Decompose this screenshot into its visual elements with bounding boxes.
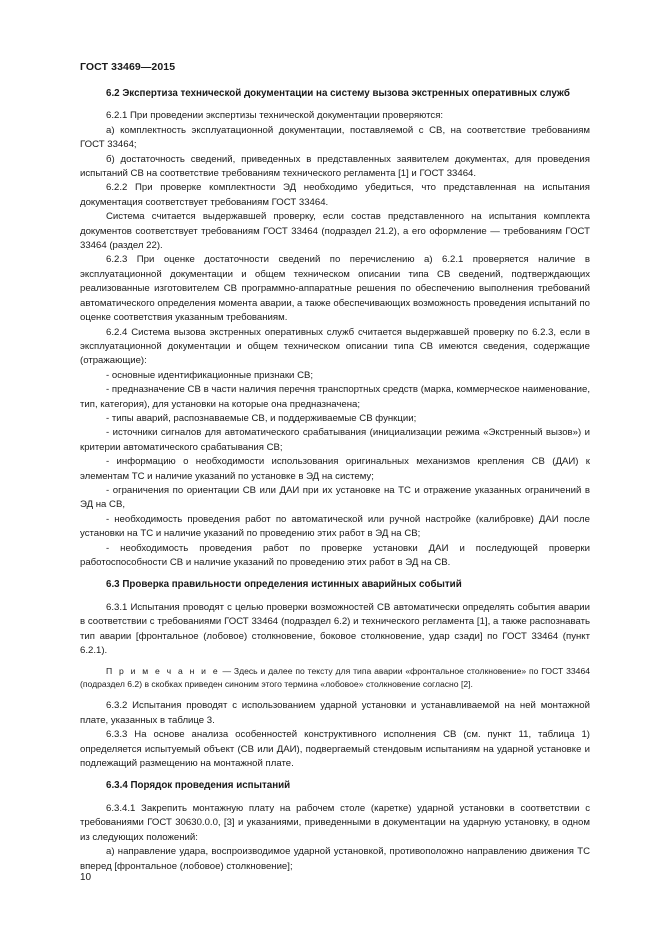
paragraph-6-2-1: 6.2.1 При проведении экспертизы технической документации проверяются: [106,110,444,122]
list-item: - источники сигналов для автоматического срабатывания (инициализации режима «Экстренный вызов») и критерии автоматического срабатывания СВ; [80,427,590,453]
note-label: П р и м е ч а н и е [106,666,220,677]
note [80,665,590,691]
list-item: - информацию о необходимости использования оригинальных механизмов крепления СВ (ДАИ) к элементам ТС и наличие указаний по установке в ЭД на систему; [80,456,590,482]
paragraph-6-2-3: 6.2.3 При оценке достаточности сведений по перечислению а) 6.2.1 проверяется наличие в эксплуатационной документации и общем техническом описании типа СВ сведений, подтверждающих реализованные изготовителем СВ программно-аппаратные решения по обеспечению выполнения требований автоматического определения момента аварии, а также обеспечивающих возможность проведения испытаний по оценке соответствия указанным требованиям. [80,254,590,324]
list-item: - необходимость проведения работ по проверке установки ДАИ и последующей проверки работоспособности СВ и наличие указаний по проведению этих работ в ЭД на СВ. [80,542,590,568]
section-6-2-heading: 6.2 Экспертиза технической документации на систему вызова экстренных оперативных служб [106,88,570,99]
paragraph-6-2-2: 6.2.2 При проверке комплектности ЭД необходимо убедиться, что представленная на испытания документация соответствует требованиям ГОСТ 33464. [80,182,590,208]
list-item: - ограничения по ориентации СВ или ДАИ при их установке на ТС и отражение указанных ограничений в ЭД на СВ, [80,484,590,511]
list-item: - типы аварий, распознаваемые СВ, и поддерживаемые СВ функции; [106,412,417,424]
paragraph-6-3-2: 6.3.2 Испытания проводят с использованием ударной установки и устанавливаемой на ней монтажной плате, указанных в таблице 3. [80,700,590,726]
paragraph-6-2-2-result: Система считается выдержавшей проверку, если состав представленного на испытания комплекта документов соответствует требованиям ГОСТ 33464 (подраздел 21.2), а его оформление — требованиям ГОСТ 33464 (раздел 22). [80,211,590,252]
paragraph-6-3-1: 6.3.1 Испытания проводят с целью проверки возможностей СВ автоматически определять события аварии в соответствии с требованиями ГОСТ 33464 (подраздел 6.2) и технического регламента [1], а также распознавать тип аварии [фронтальное (лобовое) столкновение, боковое столкновение, удар сзади] по ГОСТ 33464 (пункт 6.2.1). [80,601,590,657]
paragraph-6-3-3: 6.3.3 На основе анализа особенностей конструктивного исполнения СВ (см. пункт 11, таблица 1) определяется испытуемый объект (СВ или ДАИ), подвергаемый стендовым испытаниям на ударной установке и подлежащий размещению на монтажной плате. [80,729,590,770]
paragraph-6-2-1-b: б) достаточность сведений, приведенных в представленных заявителем документах, для проведения испытаний СВ на соответствие требованиям технического регламента [1] и ГОСТ 33464. [80,153,590,180]
paragraph-6-2-4: 6.2.4 Система вызова экстренных оперативных служб считается выдержавшей проверку по 6.2.3, если в эксплуатационной документации и общем техническом описании типа СВ имеются сведения, содержащие (отражающие): [80,326,590,367]
document-body [80,87,590,874]
section-6-3-heading: 6.3 Проверка правильности определения истинных аварийных событий [106,579,462,591]
standard-header: ГОСТ 33469—2015 [80,61,176,73]
list-item: - предназначение СВ в части наличия перечня транспортных средств (марка, коммерческое наименование, тип, категория), для установки на которые она предназначена; [80,384,590,410]
section-6-3-4-heading: 6.3.4 Порядок проведения испытаний [106,780,291,792]
paragraph-6-3-4-1: 6.3.4.1 Закрепить монтажную плату на рабочем столе (каретке) ударной установки в соответствии с требованиями ГОСТ 30630.0.0, [3] и указаниями, приведенными в документации на ударную установку, в одном из следующих положений: [80,802,590,843]
page-number: 10 [80,872,92,883]
list-item: - основные идентификационные признаки СВ; [106,369,314,381]
paragraph-6-3-4-1-a: а) направление удара, воспроизводимое ударной установкой, противоположно направлению движения ТС вперед [фронтальное (лобовое) столкновение]; [80,846,590,872]
list-item: - необходимость проведения работ по автоматической или ручной настройке (калибровке) ДАИ после установки на ТС и наличие указаний по проведению этих работ в ЭД на СВ; [80,513,590,540]
note-text: — Здесь и далее по тексту для типа аварии «фронтальное столкновение» по ГОСТ 33464 (подраздел 6.2) в скобках приведен синоним этого термина «лобовое» столкновение согласно [2]. [80,666,591,690]
paragraph-6-2-1-a: а) комплектность эксплуатационной документации, поставляемой с СВ, на соответствие требованиям ГОСТ 33464; [80,124,590,151]
